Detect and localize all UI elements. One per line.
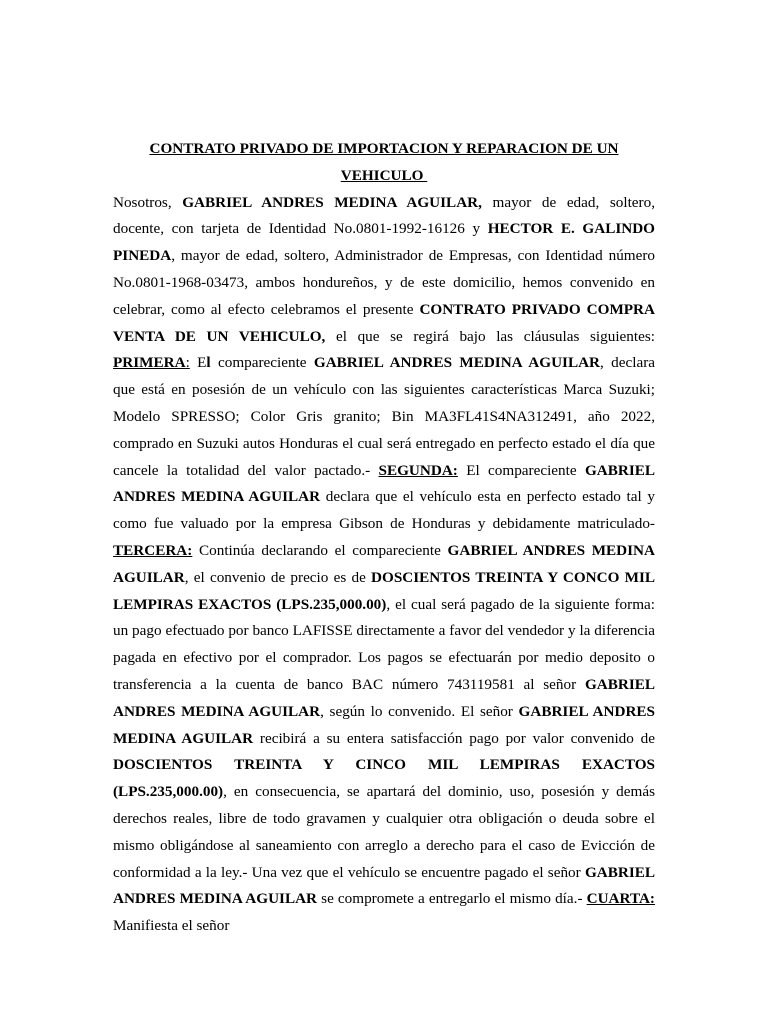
body-text-segment: , declara que está en posesión de un vehículo con las siguientes características Marca Suzuki; Modelo SPRESSO; Color Gris granito; Bin MA3FL41S4NA312491, año 2022, comprado en Suzuki autos Honduras el cual será entregado en perfecto estado el día que cancele la totalidad del valor pactado.- [113, 354, 655, 479]
bold-text-segment: HECTOR E. GALINDO PINEDA [113, 220, 655, 265]
body-text-segment: Continúa declarando el compareciente [192, 541, 448, 559]
body-text-segment: , según lo convenido. El señor [320, 702, 519, 720]
clause-heading: TERCERA: [113, 541, 193, 559]
body-text-segment: el que se regirá bajo las cláusulas siguientes: [325, 327, 655, 345]
body-text-segment: Nosotros, [113, 193, 183, 211]
bold-text-segment: GABRIEL ANDRES MEDINA AGUILAR [313, 354, 601, 372]
bold-text-segment: GABRIEL ANDRES MEDINA AGUILAR [113, 461, 655, 506]
body-text-segment: declara que el vehículo esta en perfecto estado tal y como fue valuado por la empresa Gibson de Honduras y debidamente matriculado- [113, 488, 655, 533]
bold-text-segment: l [206, 354, 211, 372]
body-text-segment: , el cual será pagado de la siguiente forma: un pago efectuado por banco LAFISSE directamente a favor del vendedor y la diferencia pagada en efectivo por el comprador. Los pagos se efectuarán por medio deposito o transferencia a la cuenta de banco BAC número 743119581 al señor [113, 595, 655, 693]
contract-body [113, 190, 655, 940]
bold-text-segment: GABRIEL ANDRES MEDINA AGUILAR [113, 675, 655, 720]
bold-text-segment: DOSCIENTOS TREINTA Y CINCO MIL LEMPIRAS EXACTOS (LPS.235,000.00) [113, 756, 655, 801]
body-text-segment: , mayor de edad, soltero, Administrador de Empresas, con Identidad número No.0801-1968-03473, ambos hondureños, y de este domicilio, hemos convenido en celebrar, como al efecto celebramos el presente [113, 247, 655, 318]
bold-text-segment: CONTRATO PRIVADO COMPRA VENTA DE UN VEHICULO, [113, 300, 655, 345]
body-text-segment: se compromete a entregarlo el mismo día.- [317, 890, 587, 908]
clause-heading: PRIMERA [113, 354, 186, 372]
body-text-segment: recibirá a su entera satisfacción pago por valor convenido de [253, 729, 655, 747]
underlined-text-segment: : [185, 354, 190, 372]
bold-text-segment: GABRIEL ANDRES MEDINA AGUILAR [113, 541, 655, 586]
clause-heading: CUARTA: [586, 890, 655, 908]
bold-text-segment: DOSCIENTOS TREINTA Y CONCO MIL LEMPIRAS EXACTOS (LPS.235,000.00) [113, 568, 655, 613]
body-text-segment: , en consecuencia, se apartará del dominio, uso, posesión y demás derechos reales, libre de todo gravamen y cualquier otra obligación o deuda sobre el mismo obligándose al saneamiento con arreglo a derecho para el caso de Evicción de conformidad a la ley.- Una vez que el vehículo se encuentre pagado el señor [113, 783, 655, 881]
clause-heading: SEGUNDA: [378, 461, 458, 479]
body-text-segment: compareciente [210, 354, 314, 372]
contract-title-line-2: VEHICULO [340, 166, 428, 184]
bold-text-segment: GABRIEL ANDRES MEDINA AGUILAR [113, 702, 656, 747]
contract-title [113, 136, 655, 190]
body-text-segment: mayor de edad, soltero, docente, con tarjeta de Identidad No.0801-1992-16126 y [113, 193, 655, 238]
body-text-segment: Manifiesta el señor [113, 917, 230, 935]
body-text-segment: , el convenio de precio es de [184, 568, 372, 586]
contract-title-line-1: CONTRATO PRIVADO DE IMPORTACION Y REPARACION DE UN [149, 140, 619, 157]
bold-text-segment: GABRIEL ANDRES MEDINA AGUILAR, [182, 193, 482, 211]
bold-text-segment: GABRIEL ANDRES MEDINA AGUILAR [113, 863, 655, 908]
body-text-segment: E [189, 354, 207, 372]
body-text-segment: El compareciente [457, 461, 585, 479]
